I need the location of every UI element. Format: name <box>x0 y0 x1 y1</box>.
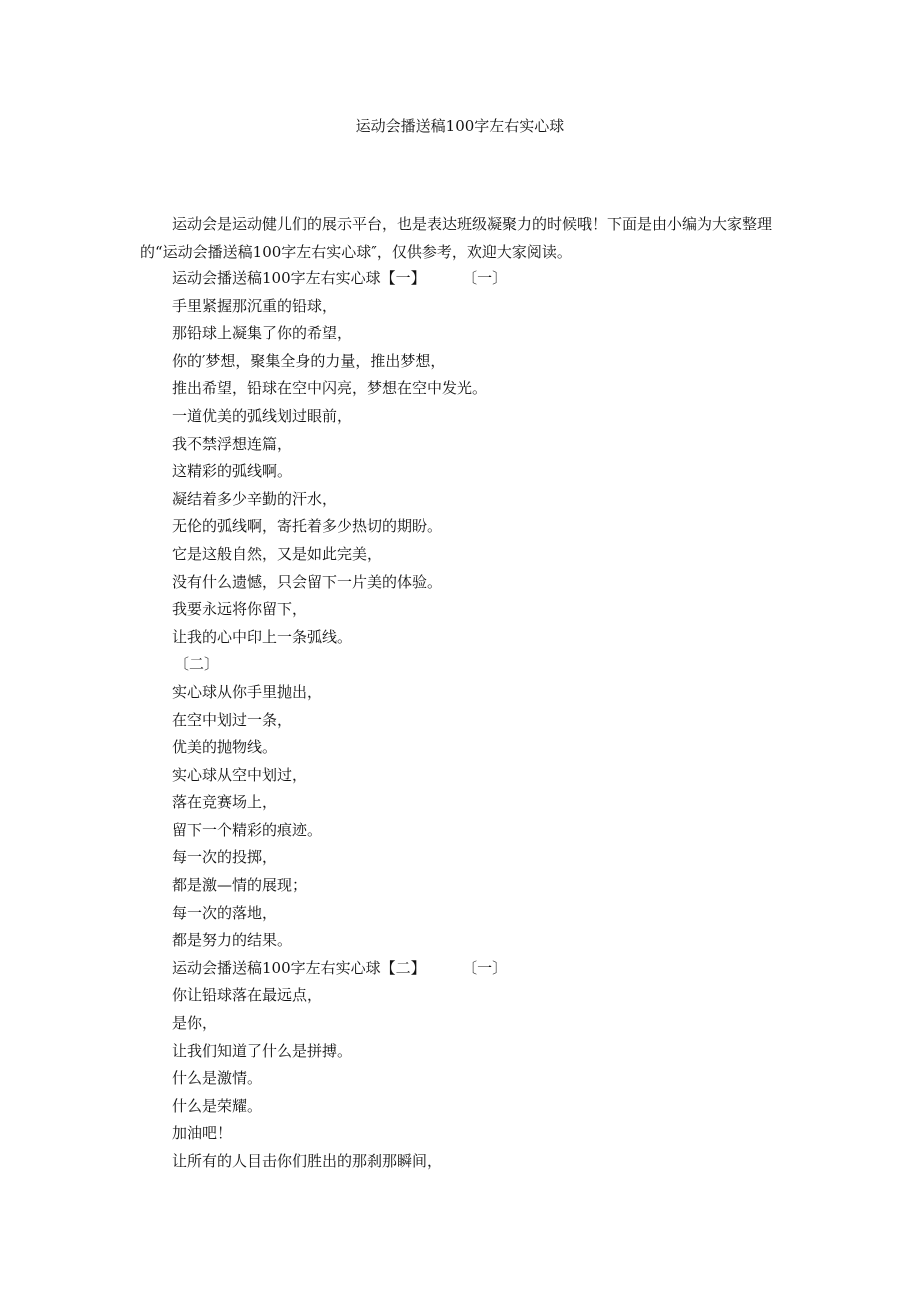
poem-lines <box>172 265 812 1176</box>
line-text: 推出希望，铅球在空中闪亮，梦想在空中发光。 <box>172 379 488 398</box>
text-line <box>172 596 812 624</box>
text-line <box>172 458 812 486</box>
text-line <box>172 293 812 321</box>
line-text: 是你， <box>172 1014 218 1033</box>
text-line <box>172 1038 812 1066</box>
text-line <box>172 817 812 845</box>
text-line <box>172 1065 812 1093</box>
line-text: 〔二〕 <box>174 655 220 674</box>
text-line <box>172 982 812 1010</box>
section-heading <box>172 265 812 293</box>
line-text: 让我们知道了什么是拼搏。 <box>172 1041 353 1060</box>
text-line <box>172 1010 812 1038</box>
line-text: 优美的抛物线。 <box>172 738 278 757</box>
line-text: 留下一个精彩的痕迹。 <box>172 820 323 839</box>
text-line <box>174 651 812 679</box>
line-text: 那铅球上凝集了你的希望， <box>172 324 353 343</box>
text-line <box>172 513 812 541</box>
text-line <box>172 762 812 790</box>
line-text: 无伦的弧线啊，寄托着多少热切的期盼。 <box>172 517 443 536</box>
line-text: 让我的心中印上一条弧线。 <box>172 627 353 646</box>
text-line <box>172 1093 812 1121</box>
section-number: 〔一〕 <box>469 958 508 977</box>
text-line <box>172 431 812 459</box>
line-text: 这精彩的弧线啊。 <box>172 462 293 481</box>
line-text: 一道优美的弧线划过眼前， <box>172 406 353 425</box>
text-line <box>172 375 812 403</box>
text-line <box>172 624 812 652</box>
line-text: 你让铅球落在最远点， <box>172 986 323 1005</box>
text-line <box>172 541 812 569</box>
section-number: 〔一〕 <box>469 269 508 287</box>
text-line <box>172 1120 812 1148</box>
line-text: 手里紧握那沉重的铅球， <box>172 296 338 315</box>
line-text: 每一次的落地， <box>172 903 278 922</box>
text-line <box>172 734 812 762</box>
line-text: 实心球从空中划过， <box>172 765 308 784</box>
section-heading <box>172 955 812 983</box>
intro-paragraph: 运动会是运动健儿们的展示平台，也是表达班级凝聚力的时候哦！下面是由小编为大家整理的“运动会播送稿100字左右实心球″，仅供参考，欢迎大家阅读。 <box>140 215 773 261</box>
text-line <box>172 872 812 900</box>
line-text: 每一次的投掷， <box>172 848 278 867</box>
line-text: 我要永远将你留下， <box>172 600 308 619</box>
text-line <box>172 844 812 872</box>
line-text: 它是这般自然，又是如此完美， <box>172 544 383 563</box>
text-line <box>172 707 812 735</box>
line-text: 你的′梦想，聚集全身的力量，推出梦想， <box>172 351 446 370</box>
line-text: 运动会播送稿100字左右实心球【二】 <box>172 958 426 977</box>
text-line <box>172 348 812 376</box>
text-line <box>172 1148 812 1176</box>
text-line <box>172 486 812 514</box>
line-text: 凝结着多少辛勤的汗水， <box>172 489 338 508</box>
line-text: 什么是荣耀。 <box>172 1096 263 1115</box>
line-text: 没有什么遗憾，只会留下一片美的体验。 <box>172 572 443 591</box>
document-title: 运动会播送稿100字左右实心球 <box>355 117 565 135</box>
line-text: 落在竞赛场上， <box>172 793 278 812</box>
line-text: 加油吧！ <box>172 1124 233 1143</box>
line-text: 运动会播送稿100字左右实心球【一】 <box>172 269 426 287</box>
text-line <box>172 789 812 817</box>
line-text: 实心球从你手里抛出， <box>172 682 323 701</box>
text-line <box>172 927 812 955</box>
line-text: 在空中划过一条， <box>172 710 293 729</box>
text-line <box>172 900 812 928</box>
text-line <box>172 569 812 597</box>
text-line <box>172 403 812 431</box>
line-text: 我不禁浮想连篇， <box>172 434 293 453</box>
line-text: 都是激—情的展现； <box>172 876 308 895</box>
text-line <box>172 320 812 348</box>
text-line <box>172 679 812 707</box>
line-text: 让所有的人目击你们胜出的那刹那瞬间， <box>172 1152 443 1170</box>
line-text: 都是努力的结果。 <box>172 931 293 950</box>
line-text: 什么是激情。 <box>172 1069 263 1088</box>
